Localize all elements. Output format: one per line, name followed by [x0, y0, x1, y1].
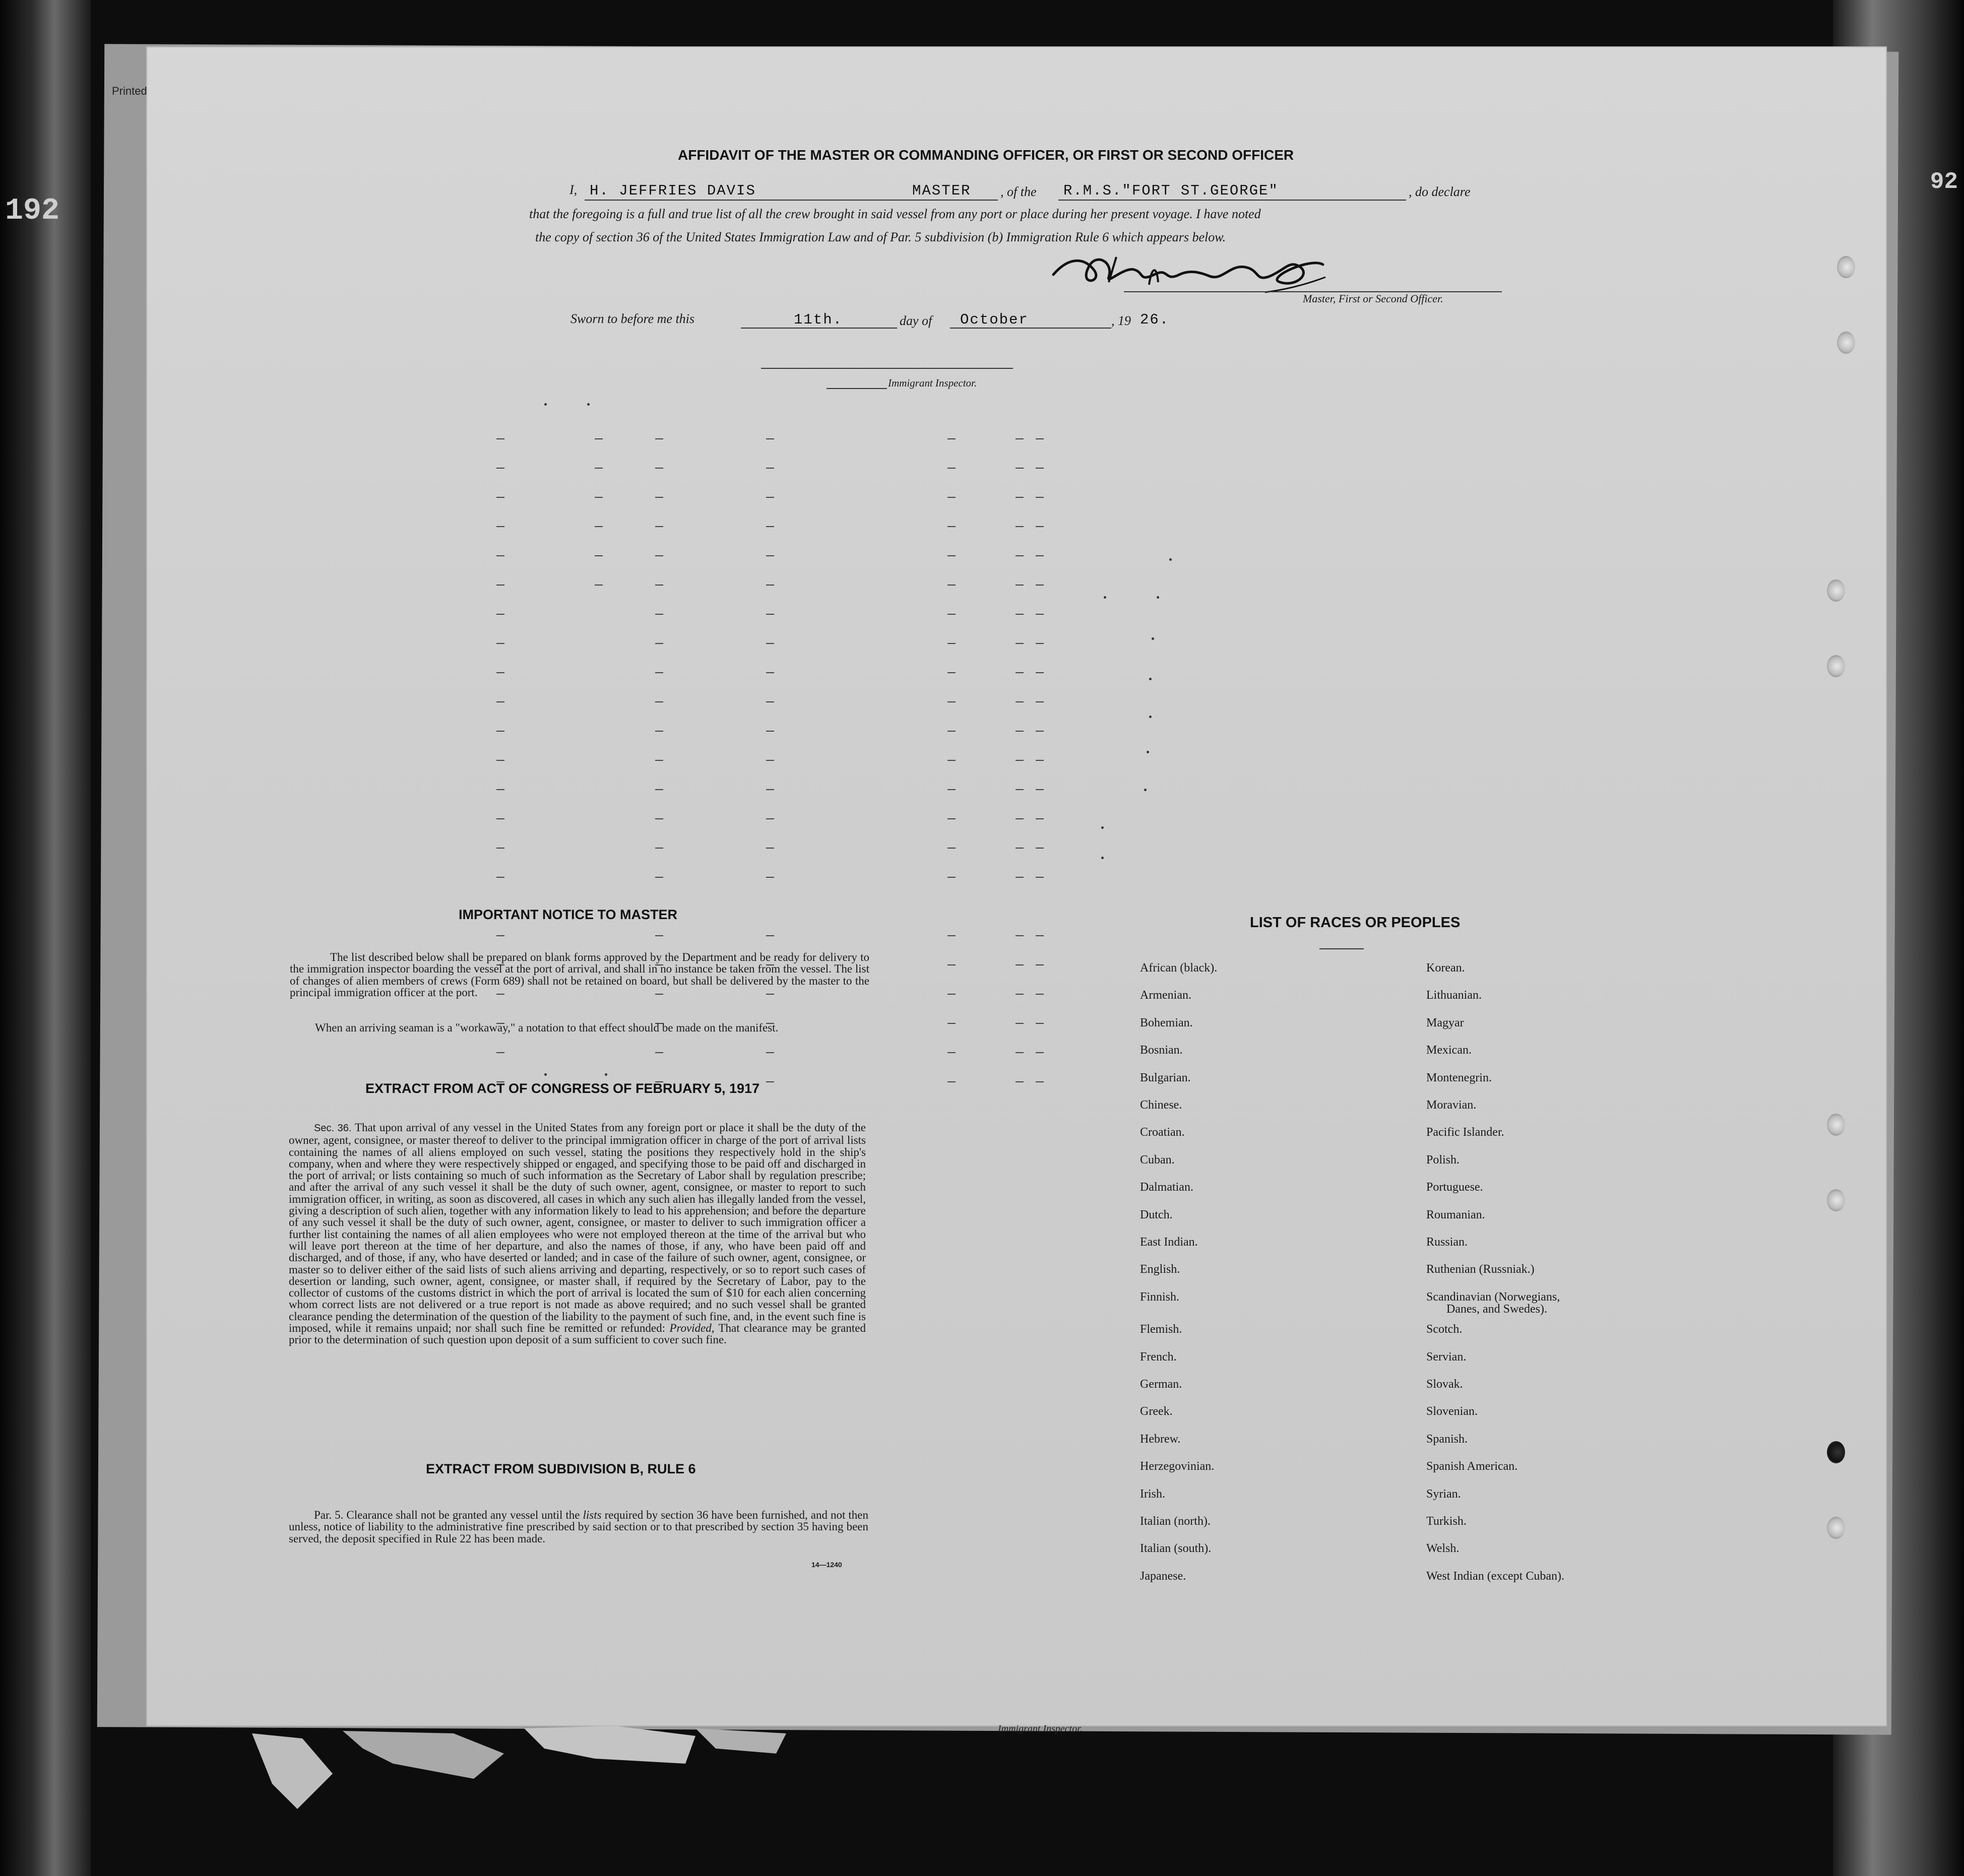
- bleed-through-dot: [1104, 596, 1106, 599]
- bleed-through-dot: [1169, 558, 1172, 561]
- bleed-through-dash: [1016, 994, 1024, 995]
- bleed-through-dash: [655, 848, 663, 849]
- affidavit-line-2: that the foregoing is a full and true list of all the crew brought in said vessel from any port or place during her present voyage. I have noted: [529, 207, 1261, 221]
- bleed-through-dash: [947, 760, 956, 761]
- underlying-page-number-left: 192: [5, 194, 60, 228]
- bleed-through-dash: [1036, 672, 1044, 673]
- bleed-through-dash: [655, 818, 663, 819]
- bleed-through-dash: [1036, 877, 1044, 878]
- bleed-through-dash: [1036, 497, 1044, 498]
- bleed-through-dash: [655, 585, 663, 586]
- race-item: Herzegovinian.: [1140, 1460, 1215, 1473]
- bleed-through-dash: [1036, 818, 1044, 819]
- punch-hole: [1837, 256, 1855, 278]
- bleed-through-dash: [947, 994, 956, 995]
- bleed-through-dash: [655, 497, 663, 498]
- bleed-through-dash: [655, 555, 663, 556]
- bleed-through-dash: [1016, 555, 1024, 556]
- bleed-through-dash: [766, 1052, 774, 1053]
- bleed-through-dash: [1036, 1081, 1044, 1082]
- race-item: Montenegrin.: [1426, 1071, 1492, 1084]
- bleed-through-dot: [544, 403, 547, 406]
- race-item: Armenian.: [1140, 989, 1191, 1002]
- section-label: Sec. 36.: [314, 1123, 352, 1134]
- bleed-through-dash: [947, 468, 956, 469]
- bleed-through-dash: [1036, 526, 1044, 527]
- bleed-through-dash: [1036, 789, 1044, 790]
- bleed-through-dash: [947, 1023, 956, 1024]
- bleed-through-dash: [1016, 848, 1024, 849]
- bleed-through-dash: [1016, 1023, 1024, 1024]
- bleed-through-dash: [1016, 526, 1024, 527]
- bleed-through-dot: [1101, 857, 1104, 859]
- race-item: Greek.: [1140, 1405, 1173, 1418]
- bleed-through-dash: [496, 701, 504, 702]
- races-title-rule: [1319, 948, 1364, 949]
- race-item: Ruthenian (Russniak.): [1426, 1263, 1535, 1276]
- bleed-through-dash: [1016, 964, 1024, 965]
- bleed-through-dash: [655, 672, 663, 673]
- sworn-day: 11th.: [794, 311, 843, 328]
- rule-paragraph: [289, 1509, 868, 1544]
- document-page: [146, 46, 1887, 1726]
- bleed-through-dash: [496, 877, 504, 878]
- underlying-page-number-right: 92: [1930, 169, 1958, 195]
- bleed-through-dash: [496, 526, 504, 527]
- bleed-through-dash: [655, 731, 663, 732]
- bleed-through-dash: [1036, 438, 1044, 439]
- inspector-fill-line: [761, 368, 1013, 369]
- printed-tag: Printed: [112, 85, 147, 97]
- sworn-year: 26.: [1140, 311, 1170, 328]
- race-item: West Indian (except Cuban).: [1426, 1569, 1564, 1583]
- race-item-continuation: Danes, and Swedes).: [1446, 1302, 1547, 1316]
- bleed-through-dash: [655, 643, 663, 644]
- bleed-through-dot: [1147, 751, 1149, 753]
- race-item: English.: [1140, 1263, 1180, 1276]
- race-item: Bulgarian.: [1140, 1071, 1191, 1084]
- race-item: Spanish American.: [1426, 1460, 1518, 1473]
- bleed-through-dash: [496, 760, 504, 761]
- punch-hole: [1827, 1114, 1845, 1136]
- bleed-through-dash: [766, 818, 774, 819]
- affidavit-prefix: I,: [569, 182, 578, 197]
- bleed-through-dash: [1016, 935, 1024, 936]
- rule-body-end: required by section 36 have been furnished, and not then unless, notice of liability to the administrative fine prescribed by said section or to that prescribed by section 35 having been served, the deposit specified in Rule 22 has been made.: [289, 1509, 868, 1545]
- bleed-through-dash: [1036, 1052, 1044, 1053]
- race-item: Pacific Islander.: [1426, 1126, 1504, 1139]
- bleed-through-dash: [1036, 760, 1044, 761]
- bleed-through-dash: [1036, 994, 1044, 995]
- bleed-through-dash: [1016, 643, 1024, 644]
- race-item: Croatian.: [1140, 1126, 1185, 1139]
- bleed-through-dash: [496, 555, 504, 556]
- bleed-through-dash: [496, 497, 504, 498]
- bleed-through-dash: [1036, 701, 1044, 702]
- bleed-through-dash: [947, 935, 956, 936]
- race-item: Slovenian.: [1426, 1405, 1478, 1418]
- bleed-through-dash: [655, 701, 663, 702]
- bleed-through-dash: [496, 1052, 504, 1053]
- bleed-through-dash: [1016, 701, 1024, 702]
- bleed-through-dash: [947, 614, 956, 615]
- bleed-through-dash: [655, 789, 663, 790]
- bleed-through-dash: [766, 789, 774, 790]
- race-item: Mexican.: [1426, 1044, 1472, 1057]
- race-item: Hebrew.: [1140, 1432, 1181, 1446]
- race-item: Bohemian.: [1140, 1016, 1193, 1029]
- bleed-through-dash: [655, 468, 663, 469]
- punch-hole: [1827, 1441, 1845, 1463]
- bleed-through-dash: [1016, 468, 1024, 469]
- bleed-through-dash: [595, 585, 603, 586]
- bleed-through-dash: [1016, 585, 1024, 586]
- bleed-through-dash: [947, 585, 956, 586]
- bleed-through-dash: [496, 438, 504, 439]
- rule-lists-word: lists: [583, 1509, 602, 1521]
- bleed-through-dash: [766, 555, 774, 556]
- bleed-through-dash: [655, 935, 663, 936]
- bleed-through-dash: [1016, 438, 1024, 439]
- bleed-through-dash: [766, 497, 774, 498]
- name-fill-line: [585, 200, 998, 201]
- bleed-through-dash: [766, 877, 774, 878]
- punch-hole: [1827, 1189, 1845, 1211]
- race-item: Finnish.: [1140, 1290, 1180, 1304]
- affidavit-line-3: the copy of section 36 of the United States Immigration Law and of Par. 5 subdivision (b) Immigration Rule 6 which appears below.: [535, 230, 1226, 244]
- bleed-through-dash: [1036, 468, 1044, 469]
- bleed-through-dot: [1149, 716, 1152, 718]
- bleed-through-dash: [947, 555, 956, 556]
- race-item: Servian.: [1426, 1350, 1467, 1364]
- bleed-through-dash: [766, 526, 774, 527]
- notice-paragraph-2: When an arriving seaman is a "workaway," a notation to that effect should be made on the manifest.: [315, 1021, 779, 1034]
- bleed-through-dot: [1149, 678, 1152, 680]
- race-item: Dutch.: [1140, 1208, 1173, 1221]
- bleed-through-dash: [655, 877, 663, 878]
- bleed-through-dash: [496, 848, 504, 849]
- race-item: Moravian.: [1426, 1098, 1477, 1112]
- day-of-label: day of: [900, 313, 932, 328]
- race-item: Chinese.: [1140, 1098, 1182, 1112]
- punch-hole: [1827, 655, 1845, 677]
- vessel-name: R.M.S."FORT ST.GEORGE": [1063, 182, 1279, 199]
- bleed-through-dot: [1144, 789, 1147, 791]
- bleed-through-dash: [655, 438, 663, 439]
- bleed-through-dash: [947, 731, 956, 732]
- bleed-through-dash: [947, 789, 956, 790]
- bleed-through-dash: [496, 643, 504, 644]
- race-item: Turkish.: [1426, 1515, 1467, 1528]
- race-item: Irish.: [1140, 1487, 1165, 1501]
- bleed-through-dash: [655, 526, 663, 527]
- race-item: German.: [1140, 1378, 1182, 1391]
- race-item: Flemish.: [1140, 1323, 1182, 1336]
- bleed-through-dash: [1036, 555, 1044, 556]
- act-title: EXTRACT FROM ACT OF CONGRESS OF FEBRUARY 5, 1917: [365, 1081, 760, 1096]
- bleed-through-dash: [496, 818, 504, 819]
- race-item: Spanish.: [1426, 1432, 1468, 1446]
- notice-title: IMPORTANT NOTICE TO MASTER: [459, 907, 677, 922]
- bleed-through-dash: [766, 848, 774, 849]
- bleed-through-dash: [496, 789, 504, 790]
- race-item: East Indian.: [1140, 1236, 1198, 1249]
- bleed-through-dash: [766, 731, 774, 732]
- bleed-through-dash: [1016, 497, 1024, 498]
- bleed-through-dash: [947, 438, 956, 439]
- bleed-through-dash: [766, 585, 774, 586]
- bleed-through-dash: [655, 1052, 663, 1053]
- bleed-through-dash: [947, 964, 956, 965]
- sworn-month: October: [960, 311, 1029, 328]
- bleed-through-dash: [595, 526, 603, 527]
- race-item: Bosnian.: [1140, 1044, 1183, 1057]
- race-item: Portuguese.: [1426, 1181, 1483, 1194]
- bleed-through-dash: [595, 497, 603, 498]
- race-item: African (black).: [1140, 961, 1218, 975]
- bleed-through-dash: [1036, 848, 1044, 849]
- bleed-through-dash: [1016, 731, 1024, 732]
- film-edge-left: [0, 0, 91, 1876]
- sworn-prefix: Sworn to before me this: [571, 311, 695, 326]
- bleed-through-dash: [1036, 585, 1044, 586]
- rule-title: EXTRACT FROM SUBDIVISION B, RULE 6: [426, 1461, 696, 1476]
- bleed-through-dot: [1157, 596, 1159, 599]
- race-item: Dalmatian.: [1140, 1181, 1193, 1194]
- master-name: H. JEFFRIES DAVIS: [590, 182, 756, 199]
- bleed-through-dash: [496, 468, 504, 469]
- provided-label: Provided,: [669, 1322, 715, 1335]
- section-body: That upon arrival of any vessel in the United States from any foreign port or place it shall be the duty of the owner, agent, consignee, or master thereof to deliver to the principal immigration officer in charge of the port of arrival lists containing the names of all aliens employed on such vessel, stating the positions they respectively hold in the ship's company, when and where they were respectively shipped or engaged, and specifying those to be paid off and discharged in the port of arrival; or lists containing so much of such information as the Secretary of Labor shall by regulation prescribe; and after the arrival of any such vessel it shall be the duty of such owner, agent, consignee, or master to report to such immigration officer, in writing, as soon as discovered, all cases in which any such alien has illegally landed from the vessel, giving a description of such alien, together with any information likely to lead to his apprehension; and before the departure of any such vessel it shall be the duty of such owner, agent, consignee, or master to deliver to such immigration officer a further list containing the names of all alien employees who were not employed thereon at the time of the arrival but who will leave port thereon at the time of her departure, and also the names of those, if any, who have been paid off and discharged, and of those, if any, who have deserted or landed; and in case of the failure of such owner, agent, consignee, or master so to deliver either of the said lists of such aliens arriving and departing, respectively, or so to report such cases of desertion or landing, such owner, agent, consignee, or master shall, if required by the Secretary of Labor, pay to the collector of customs of the customs district in which the port of arrival is located the sum of $10 for each alien concerning whom correct lists are not delivered or a true report is not made as above required; and no such vessel shall be granted clearance pending the determination of the question of the liability to the payment of such fine, and, in the event such fine is imposed, while it remains unpaid; nor shall such fine be remitted or refunded:: [289, 1121, 866, 1335]
- bleed-through-dash: [766, 643, 774, 644]
- bleed-through-dash: [496, 614, 504, 615]
- bleed-through-dash: [766, 672, 774, 673]
- bleed-through-dash: [766, 468, 774, 469]
- bleed-through-dash: [496, 585, 504, 586]
- bleed-through-dash: [1036, 964, 1044, 965]
- race-item: Italian (south).: [1140, 1542, 1212, 1556]
- bleed-through-dash: [947, 848, 956, 849]
- inspector-caption-rule: [827, 388, 887, 389]
- inspector-caption: Immigrant Inspector.: [888, 377, 977, 389]
- bleed-through-dash: [947, 672, 956, 673]
- bleed-through-dash: [766, 701, 774, 702]
- race-item: Lithuanian.: [1426, 989, 1482, 1002]
- bleed-through-dash: [496, 935, 504, 936]
- torn-paper-scrap: [242, 1718, 796, 1819]
- notice-paragraph-1: The list described below shall be prepared on blank forms approved by the Department and be ready for delivery to the immigration inspector boarding the vessel at the port of arrival, and shall in no instance be taken from the vessel. The list of changes of alien members of crews (Form 689) shall not be retained on board, but shall be delivered by the master to the principal immigration officer at the port.: [290, 951, 869, 999]
- bleed-through-dash: [947, 497, 956, 498]
- master-rank: MASTER: [912, 182, 971, 199]
- race-item: Magyar: [1426, 1016, 1464, 1029]
- rule-body-start: Par. 5. Clearance shall not be granted any vessel until the: [314, 1509, 580, 1521]
- race-item: Japanese.: [1140, 1569, 1186, 1583]
- bleed-through-dash: [1016, 760, 1024, 761]
- bleed-through-dot: [587, 403, 590, 406]
- affidavit-title: AFFIDAVIT OF THE MASTER OR COMMANDING OFFICER, OR FIRST OR SECOND OFFICER: [678, 147, 1294, 163]
- bleed-through-dash: [1036, 731, 1044, 732]
- bleed-through-dash: [1016, 1081, 1024, 1082]
- bleed-through-dash: [1016, 818, 1024, 819]
- bleed-through-dash: [595, 438, 603, 439]
- bleed-through-dot: [1101, 826, 1104, 829]
- bleed-through-dot: [1152, 637, 1154, 640]
- bleed-through-dash: [595, 468, 603, 469]
- bleed-through-dash: [496, 672, 504, 673]
- punch-hole: [1837, 332, 1855, 354]
- bleed-through-dash: [1036, 935, 1044, 936]
- bleed-through-dash: [1016, 672, 1024, 673]
- race-item: Scotch.: [1426, 1323, 1463, 1336]
- race-item: Italian (north).: [1140, 1515, 1211, 1528]
- races-title: LIST OF RACES OR PEOPLES: [1250, 915, 1461, 931]
- bleed-through-dash: [947, 818, 956, 819]
- bleed-through-dash: [1016, 614, 1024, 615]
- bleed-through-dash: [1016, 789, 1024, 790]
- vessel-fill-line: [1058, 200, 1406, 201]
- bleed-through-dash: [655, 760, 663, 761]
- bleed-through-dash: [766, 935, 774, 936]
- bleed-through-dash: [496, 731, 504, 732]
- bleed-through-dash: [1016, 877, 1024, 878]
- race-item: Cuban.: [1140, 1153, 1175, 1167]
- race-item: Russian.: [1426, 1236, 1468, 1249]
- race-item: Slovak.: [1426, 1378, 1463, 1391]
- race-item: Welsh.: [1426, 1542, 1460, 1556]
- bleed-through-dash: [947, 526, 956, 527]
- bleed-through-dash: [1036, 614, 1044, 615]
- race-item: Syrian.: [1426, 1487, 1461, 1501]
- bleed-through-dash: [947, 1052, 956, 1053]
- bleed-through-dash: [766, 1081, 774, 1082]
- bleed-through-dash: [766, 614, 774, 615]
- bleed-through-dot: [544, 1073, 547, 1076]
- bleed-through-dash: [947, 643, 956, 644]
- race-item: Scandinavian (Norwegians,: [1426, 1290, 1560, 1304]
- punch-hole: [1827, 1517, 1845, 1539]
- bleed-through-dot: [605, 1073, 607, 1076]
- race-item: Polish.: [1426, 1153, 1460, 1167]
- bleed-through-dash: [766, 760, 774, 761]
- race-item: Roumanian.: [1426, 1208, 1485, 1221]
- of-the-label: , of the: [1000, 184, 1037, 199]
- punch-hole: [1827, 579, 1845, 602]
- bleed-through-dash: [947, 701, 956, 702]
- bleed-through-dash: [1016, 1052, 1024, 1053]
- bleed-through-dash: [947, 877, 956, 878]
- race-item: French.: [1140, 1350, 1177, 1364]
- bleed-through-dash: [595, 555, 603, 556]
- bleed-through-dash: [1036, 643, 1044, 644]
- year-prefix: , 19: [1111, 313, 1131, 328]
- declare-label: , do declare: [1409, 184, 1471, 199]
- form-number: 14—1240: [811, 1561, 842, 1569]
- bleed-through-dash: [655, 614, 663, 615]
- provided-text: That clearance may be granted prior to the determination of such question upon deposit of a sum sufficient to cover such fine.: [289, 1322, 866, 1346]
- bleed-through-dash: [947, 1081, 956, 1082]
- bleed-through-dash: [1036, 1023, 1044, 1024]
- bottom-scrap-caption: Immigrant Inspector.: [998, 1723, 1083, 1734]
- race-item: Korean.: [1426, 961, 1465, 975]
- signature-caption: Master, First or Second Officer.: [1303, 292, 1443, 305]
- bleed-through-dash: [766, 438, 774, 439]
- act-section-36: [289, 1122, 866, 1346]
